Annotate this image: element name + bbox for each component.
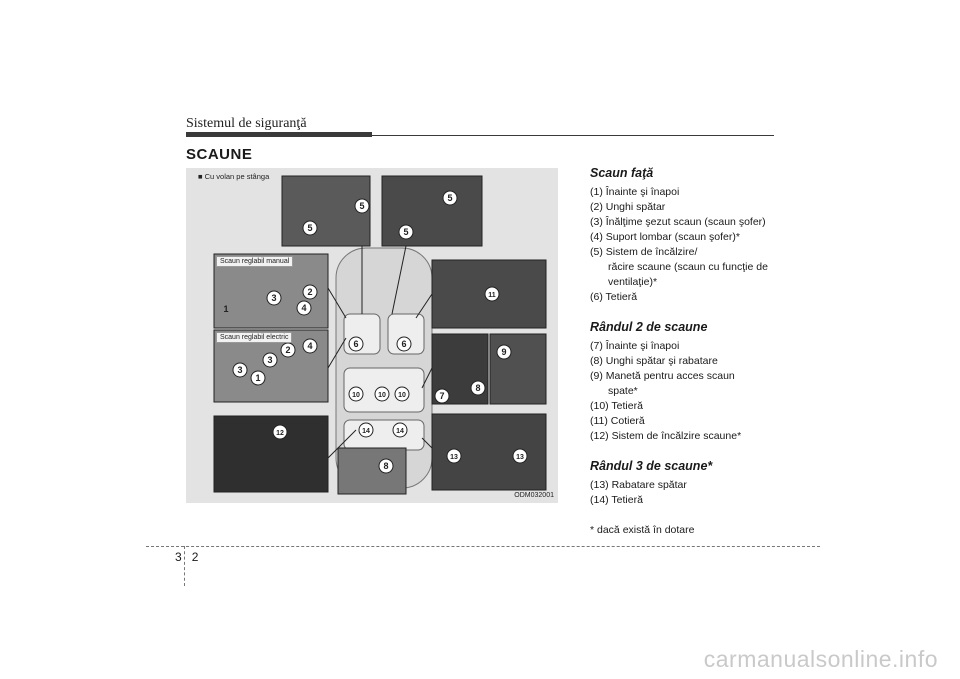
page-header-title: Sistemul de siguranţă bbox=[186, 116, 307, 131]
callout-10a bbox=[349, 387, 363, 401]
figure-legend: ■ Cu volan pe stânga bbox=[198, 172, 270, 181]
svg-text:10: 10 bbox=[398, 392, 406, 399]
list-item: (9) Manetă pentru acces scaun spate* bbox=[590, 370, 735, 397]
svg-text:3: 3 bbox=[267, 355, 273, 365]
callout-3a bbox=[267, 291, 281, 305]
callout-8b bbox=[379, 459, 393, 473]
svg-text:5: 5 bbox=[307, 223, 313, 233]
photo-heater-switch bbox=[214, 416, 328, 492]
callout-6b bbox=[397, 337, 411, 351]
list-item: (14) Tetieră bbox=[590, 494, 643, 506]
svg-text:14: 14 bbox=[396, 428, 404, 435]
page-index: 2 bbox=[191, 550, 199, 564]
svg-text:2: 2 bbox=[307, 287, 313, 297]
list-item: (4) Suport lombar (scaun şofer)* bbox=[590, 231, 740, 243]
row3-group bbox=[590, 459, 790, 508]
callout-8a bbox=[471, 381, 485, 395]
footnote: * dacă există în dotare bbox=[590, 524, 695, 536]
callout-3c bbox=[233, 363, 247, 377]
list-item: (11) Cotieră bbox=[590, 415, 645, 427]
callout-5d bbox=[399, 225, 413, 239]
header-rule-thin bbox=[372, 135, 774, 136]
row3-bench bbox=[344, 420, 424, 450]
photo-recline-lever bbox=[338, 448, 406, 494]
inset-label-electric: Scaun reglabil electric bbox=[216, 332, 292, 343]
callout-12 bbox=[273, 425, 287, 439]
callout-5c bbox=[443, 191, 457, 205]
photo-access-lever bbox=[490, 334, 546, 404]
header-rule-thick bbox=[186, 132, 372, 137]
svg-text:4: 4 bbox=[301, 303, 307, 313]
callout-9 bbox=[497, 345, 511, 359]
callout-14b bbox=[393, 423, 407, 437]
svg-text:2: 2 bbox=[285, 345, 291, 355]
svg-text:7: 7 bbox=[439, 391, 445, 401]
callout-10c bbox=[395, 387, 409, 401]
svg-text:8: 8 bbox=[475, 383, 481, 393]
row2-group bbox=[590, 320, 790, 444]
svg-text:3: 3 bbox=[271, 293, 277, 303]
svg-text:9: 9 bbox=[501, 347, 507, 357]
footer-rule bbox=[146, 546, 820, 547]
figure-code: ODM032001 bbox=[514, 492, 554, 499]
svg-text:10: 10 bbox=[352, 392, 360, 399]
callout-13a bbox=[447, 449, 461, 463]
list-item: (8) Unghi spătar şi rabatare bbox=[590, 355, 718, 367]
svg-text:3: 3 bbox=[237, 365, 243, 375]
callout-2a bbox=[303, 285, 317, 299]
callout-2b bbox=[281, 343, 295, 357]
svg-text:12: 12 bbox=[276, 430, 284, 437]
row3-heading: Rândul 3 de scaune* bbox=[590, 459, 713, 473]
watermark: carmanualsonline.info bbox=[703, 646, 938, 672]
list-item: (2) Unghi spătar bbox=[590, 201, 666, 213]
callout-7 bbox=[435, 389, 449, 403]
list-item: (10) Tetieră bbox=[590, 400, 643, 412]
list-item: (5) Sistem de încălzire/ răcire scaune (scaun cu funcţie de ventilaţie)* bbox=[590, 246, 768, 288]
svg-text:6: 6 bbox=[353, 339, 359, 349]
callout-5a bbox=[303, 221, 317, 235]
inset-label-manual: Scaun reglabil manual bbox=[216, 256, 293, 267]
svg-text:1: 1 bbox=[223, 304, 229, 314]
callout-4b bbox=[303, 339, 317, 353]
callout-11 bbox=[485, 287, 499, 301]
svg-text:8: 8 bbox=[383, 461, 389, 471]
chapter-number: 3 bbox=[175, 550, 182, 564]
svg-text:11: 11 bbox=[488, 292, 496, 299]
list-item: (3) Înălţime şezut scaun (scaun şofer) bbox=[590, 216, 766, 228]
row2-heading: Rândul 2 de scaune bbox=[590, 320, 708, 334]
callout-5b bbox=[355, 199, 369, 213]
list-item: (1) Înainte şi înapoi bbox=[590, 186, 680, 198]
text-column bbox=[590, 166, 790, 538]
svg-text:5: 5 bbox=[447, 193, 453, 203]
svg-text:5: 5 bbox=[403, 227, 409, 237]
front-seat-heading: Scaun faţă bbox=[590, 166, 654, 180]
section-title: SCAUNE bbox=[186, 146, 253, 163]
callout-13b bbox=[513, 449, 527, 463]
svg-text:5: 5 bbox=[359, 201, 365, 211]
svg-text:1: 1 bbox=[255, 373, 261, 383]
list-item: (7) Înainte şi înapoi bbox=[590, 340, 680, 352]
callout-14a bbox=[359, 423, 373, 437]
photo-seat-switch-console bbox=[382, 176, 482, 246]
svg-text:10: 10 bbox=[378, 392, 386, 399]
page-number bbox=[175, 550, 208, 564]
list-item: (12) Sistem de încălzire scaune* bbox=[590, 430, 742, 442]
callout-10b bbox=[375, 387, 389, 401]
svg-text:13: 13 bbox=[450, 454, 458, 461]
callout-1b bbox=[251, 371, 265, 385]
svg-text:13: 13 bbox=[516, 454, 524, 461]
callout-1a bbox=[223, 304, 228, 314]
callout-4a bbox=[297, 301, 311, 315]
callout-6a bbox=[349, 337, 363, 351]
svg-text:14: 14 bbox=[362, 428, 370, 435]
front-seat-group bbox=[590, 166, 790, 305]
list-item: (13) Rabatare spătar bbox=[590, 479, 687, 491]
list-item: (6) Tetieră bbox=[590, 291, 638, 303]
svg-text:4: 4 bbox=[307, 341, 313, 351]
svg-text:6: 6 bbox=[401, 339, 407, 349]
seats-figure bbox=[186, 168, 558, 503]
callout-3b bbox=[263, 353, 277, 367]
